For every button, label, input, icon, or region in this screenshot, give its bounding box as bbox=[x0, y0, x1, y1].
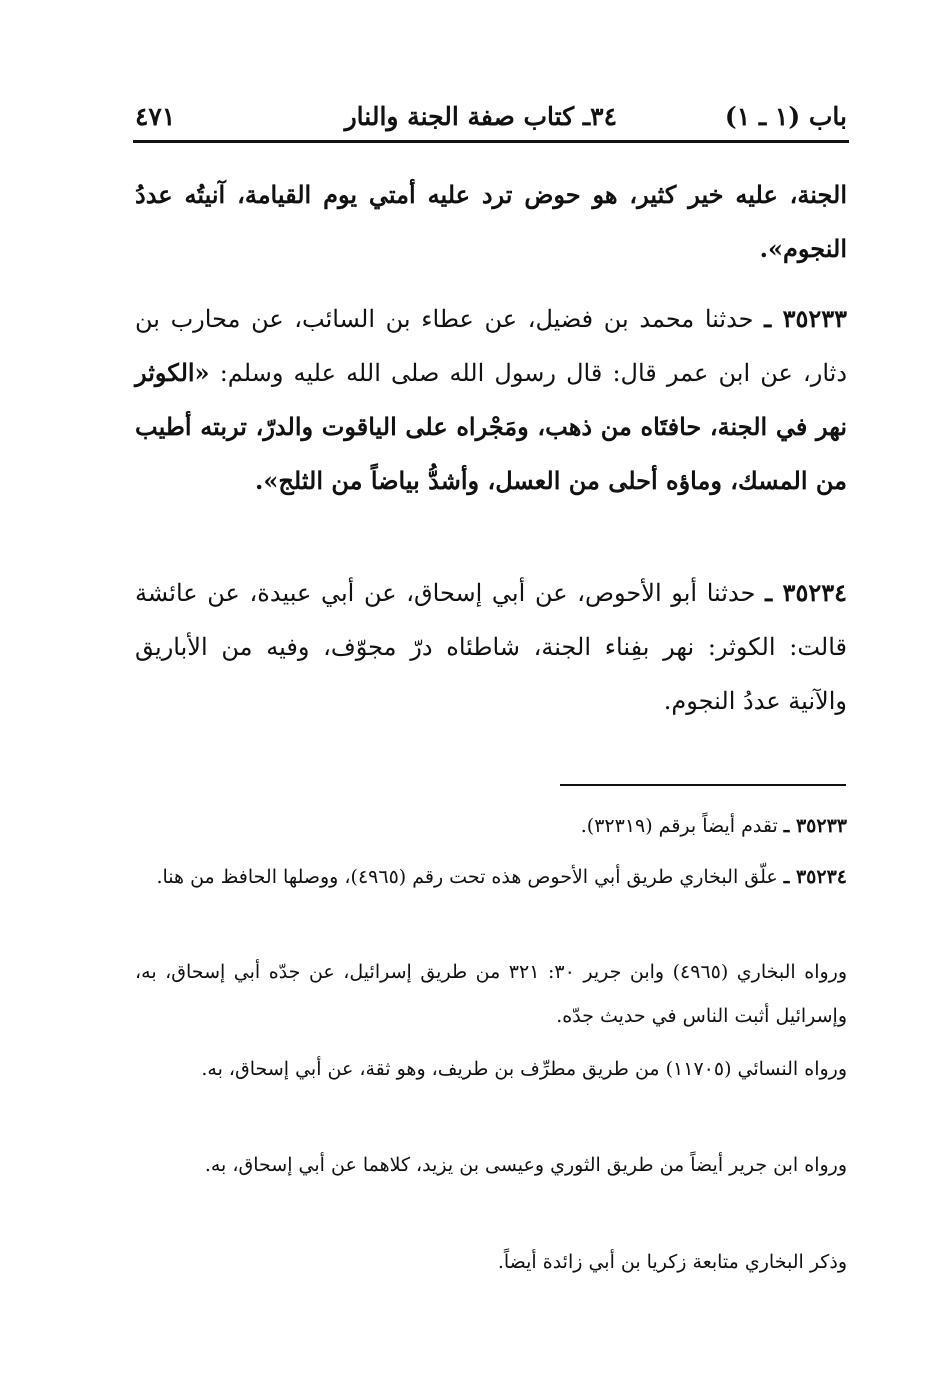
footnote-text: وذكر البخاري متابعة زكريا بن أبي زائدة أيضاً. bbox=[497, 1251, 847, 1273]
footnote-paragraph-ibn-jarir bbox=[135, 1143, 847, 1187]
footnote-body bbox=[135, 855, 847, 899]
paragraph-body bbox=[135, 566, 847, 728]
hadith-35233 bbox=[135, 292, 847, 508]
footnote-body bbox=[135, 804, 847, 848]
footnote-number: ٣٥٢٣٣ ـ bbox=[783, 815, 847, 837]
hadith-number: ٣٥٢٣٣ ـ bbox=[764, 304, 848, 333]
isnad-text: حدثنا محمد بن فضيل، عن عطاء بن السائب، عن محارب بن دثار، عن ابن عمر قال: قال رسول الله صلى الله عليه وسلم: bbox=[135, 305, 847, 387]
page-number: ٤٧١ bbox=[135, 102, 176, 131]
matn-text: «الكوثر نهر في الجنة، حافتَاه من ذهب، ومَجْراه على الياقوت والدرّ، تربته أطيب من المسك، وماؤه أحلى من العسل، وأشدُّ بياضاً من الثلج». bbox=[135, 358, 847, 495]
paragraph-text: الجنة، عليه خير كثير، هو حوض ترد عليه أمتي يوم القيامة، آنيتُه عددُ النجوم». bbox=[135, 180, 847, 263]
footnote-separator bbox=[560, 784, 846, 786]
footnote-paragraph-bukhari bbox=[135, 950, 847, 1038]
footnote-number: ٣٥٢٣٤ ـ bbox=[783, 866, 847, 888]
footnote-paragraph-zakariya bbox=[135, 1240, 847, 1284]
footnote-text: تقدم أيضاً برقم (٣٢٣١٩). bbox=[580, 815, 784, 837]
footnote-text: علّق البخاري طريق أبي الأحوص هذه تحت رقم (٤٩٦٥)، ووصلها الحافظ من هنا. bbox=[156, 866, 784, 888]
footnote-35234 bbox=[135, 855, 847, 899]
header-rule bbox=[133, 140, 849, 143]
running-header bbox=[135, 98, 847, 138]
paragraph-body bbox=[135, 292, 847, 508]
paragraph-continuation bbox=[135, 168, 847, 276]
book-title: ٣٤ـ كتاب صفة الجنة والنار bbox=[344, 102, 617, 131]
footnote-text: ورواه ابن جرير أيضاً من طريق الثوري وعيسى بن يزيد، كلاهما عن أبي إسحاق، به. bbox=[204, 1154, 847, 1176]
hadith-text: حدثنا أبو الأحوص، عن أبي إسحاق، عن أبي عبيدة، عن عائشة قالت: الكوثر: نهر بفِناء الجنة، شاطئاه درّ مجوّف، وفيه من الأباريق والآنية عددُ النجوم. bbox=[135, 579, 847, 715]
footnote-text: ورواه البخاري (٤٩٦٥) وابن جرير ٣٠: ٣٢١ من طريق إسرائيل، عن جدّه أبي إسحاق، به، وإسرائيل أثبت الناس في حديث جدّه. bbox=[135, 961, 848, 1027]
footnote-35233 bbox=[135, 804, 847, 848]
hadith-35234 bbox=[135, 566, 847, 728]
footnote-text: ورواه النسائي (١١٧٠٥) من طريق مطرِّف بن طريف، وهو ثقة، عن أبي إسحاق، به. bbox=[201, 1058, 847, 1080]
hadith-number: ٣٥٢٣٤ ـ bbox=[765, 578, 847, 607]
footnote-paragraph-nasai bbox=[135, 1047, 847, 1091]
chapter-label: باب (١ ـ ١) bbox=[724, 102, 847, 131]
